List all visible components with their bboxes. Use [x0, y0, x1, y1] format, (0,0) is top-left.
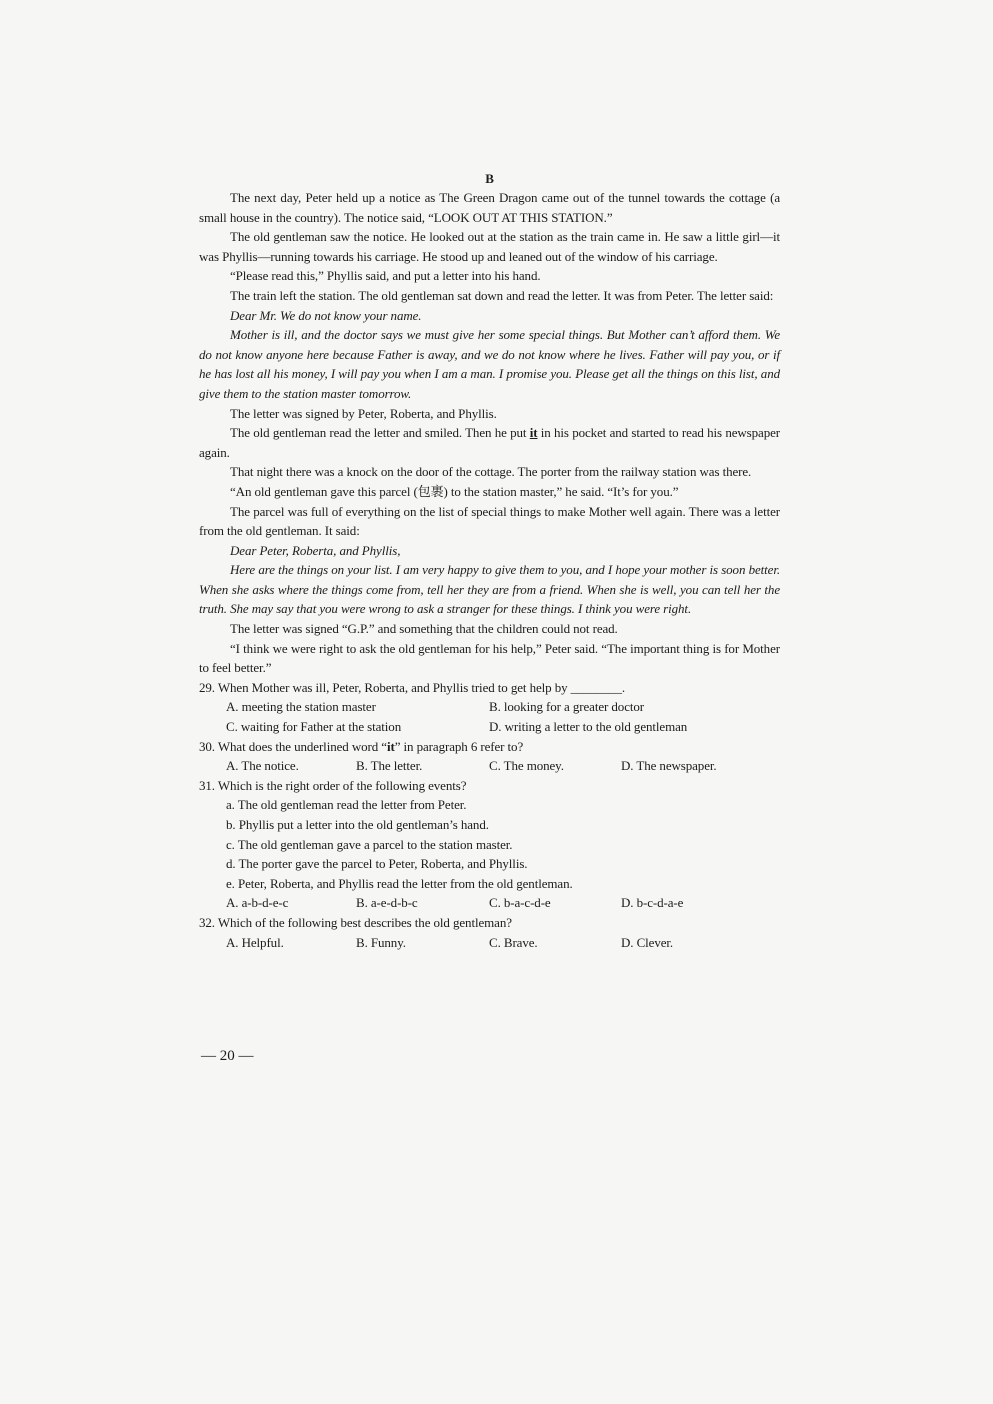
question-32 [199, 913, 780, 952]
question-32-option-b: B. Funny. [356, 934, 406, 950]
paragraph-7: That night there was a knock on the door of the cottage. The porter from the railway station was there. [230, 464, 752, 480]
question-30-option-c: C. The money. [489, 758, 564, 774]
question-29-option-a: A. meeting the station master [226, 699, 376, 715]
question-29-option-d: D. writing a letter to the old gentleman [489, 719, 688, 735]
paragraph-3: “Please read this,” Phyllis said, and put a letter into his hand. [230, 268, 541, 284]
letter-2-body: Here are the things on your list. I am very happy to give them to you, and I hope your mother is soon better. When she asks where the things come from, tell her they are from a friend. When she is well, you can tell her the truth. She may say that you were wrong to ask a stranger for these things. I think you were right. [199, 562, 780, 617]
question-29 [199, 678, 780, 737]
question-30-option-b: B. The letter. [356, 758, 423, 774]
question-30-word: it [386, 738, 395, 754]
letter-1-body: Mother is ill, and the doctor says we must give her some special things. But Mother can’t afford them. We do not know anyone here because Father is away, and we do not know where he lives. Father will pay you, or if he has lost all his money, I will pay you when I am a man. I promise you. Please get all the things on this list, and give them to the station master tomorrow. [199, 327, 780, 401]
question-30-stem-after: ” in paragraph 6 refer to? [394, 738, 524, 754]
question-31-option-c: C. b-a-c-d-e [489, 895, 551, 911]
event-b: b. Phyllis put a letter into the old gentleman’s hand. [226, 817, 489, 832]
letter-1-greeting: Dear Mr. We do not know your name. [230, 307, 422, 323]
question-30 [199, 737, 780, 776]
paragraph-5: The letter was signed by Peter, Roberta, and Phyllis. [230, 405, 497, 421]
page-number: — 20 — [201, 1048, 254, 1064]
question-29-option-b: B. looking for a greater doctor [489, 699, 645, 715]
question-29-option-c: C. waiting for Father at the station [226, 719, 402, 735]
question-31-option-b: B. a-e-d-b-c [356, 895, 418, 911]
question-31-option-d: D. b-c-d-a-e [621, 895, 684, 911]
event-d: d. The porter gave the parcel to Peter, Roberta, and Phyllis. [226, 856, 528, 872]
paragraph-10: The letter was signed “G.P.” and something that the children could not read. [230, 621, 618, 637]
question-32-option-a: A. Helpful. [226, 934, 284, 950]
question-32-option-d: D. Clever. [621, 934, 674, 950]
paragraph-11: “I think we were right to ask the old gentleman for his help,” Peter said. “The important thing is for Mother to feel better.” [199, 640, 780, 676]
paragraph-1: The next day, Peter held up a notice as The Green Dragon came out of the tunnel towards the cottage (a small house in the country). The notice said, “LOOK OUT AT THIS STATION.” [199, 190, 780, 225]
paragraph-8: “An old gentleman gave this parcel (包裹) to the station master,” he said. “It’s for you.” [230, 483, 679, 499]
reading-passage-b [199, 170, 780, 952]
question-31-stem: 31. Which is the right order of the following events? [199, 777, 467, 793]
question-30-stem-before: 30. What does the underlined word “ [199, 738, 387, 754]
underlined-word-it: it [529, 425, 538, 441]
question-32-option-c: C. Brave. [489, 934, 538, 950]
paragraph-6 [199, 423, 780, 462]
question-30-option-a: A. The notice. [226, 758, 299, 774]
paragraph-9: The parcel was full of everything on the list of special things to make Mother well again. There was a letter from the old gentleman. It said: [199, 503, 780, 539]
question-30-stem [199, 737, 780, 757]
event-a: a. The old gentleman read the letter from Peter. [226, 797, 467, 813]
paragraph-2: The old gentleman saw the notice. He looked out at the station as the train came in. He saw a little girl—it was Phyllis—running towards his carriage. He stood up and leaned out of the window of his carriage. [199, 229, 780, 264]
question-31 [199, 776, 780, 913]
paragraph-6-before: The old gentleman read the letter and smiled. Then he put [230, 425, 530, 441]
section-label: B [485, 171, 494, 186]
question-29-stem: 29. When Mother was ill, Peter, Roberta, and Phyllis tried to get help by ________. [199, 679, 626, 695]
question-30-option-d: D. The newspaper. [621, 758, 717, 774]
question-32-stem: 32. Which of the following best describes the old gentleman? [199, 914, 512, 930]
event-e: e. Peter, Roberta, and Phyllis read the letter from the old gentleman. [226, 875, 573, 891]
event-c: c. The old gentleman gave a parcel to the station master. [226, 836, 513, 852]
question-31-option-a: A. a-b-d-e-c [226, 895, 289, 911]
letter-2-greeting: Dear Peter, Roberta, and Phyllis, [230, 542, 401, 558]
paragraph-4: The train left the station. The old gentleman sat down and read the letter. It was from Peter. The letter said: [230, 287, 774, 303]
paragraph-6-after: in his pocket and started to read his newspaper again. [199, 425, 781, 460]
